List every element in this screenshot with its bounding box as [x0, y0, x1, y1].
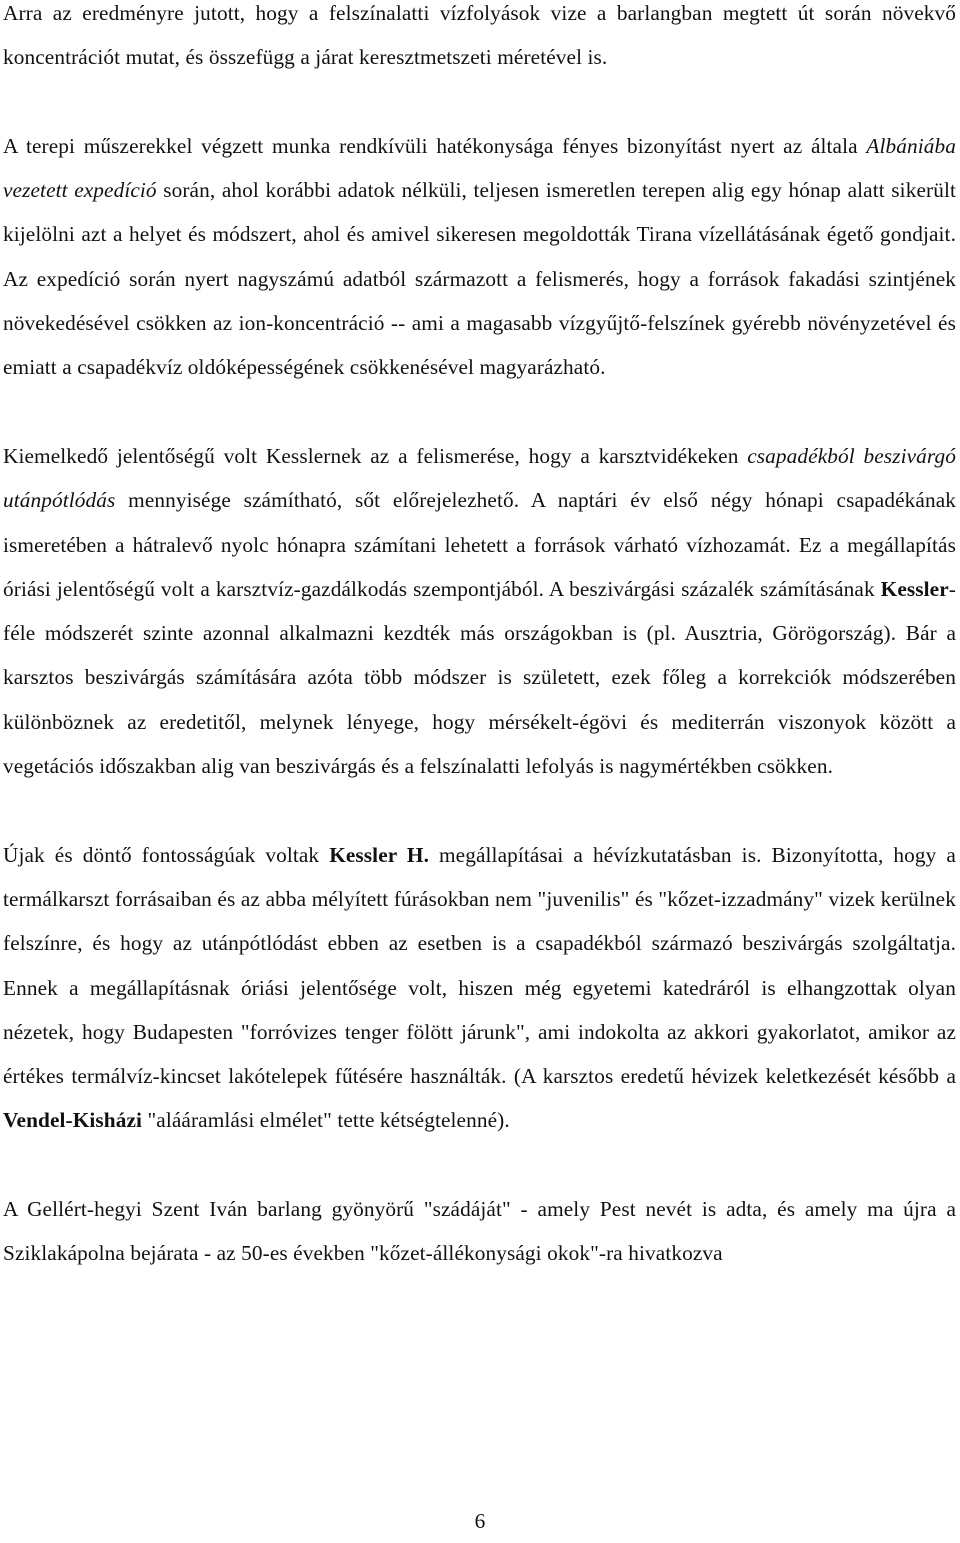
- paragraph-concentration: [3, 0, 956, 80]
- paragraph-gellert-hill-cave: [3, 1187, 956, 1276]
- paragraph-infiltration-calculation: [3, 434, 956, 788]
- italic-recharge-term: csapadékból beszivárgó utánpótlódás: [3, 443, 956, 513]
- page-number: 6: [474, 1509, 486, 1533]
- bold-name-vendel-kishazi: Vendel-Kisházi: [3, 1108, 143, 1133]
- text-segment: Újak és döntő fontosságúak voltak: [3, 842, 330, 867]
- text-segment: során, ahol korábbi adatok nélküli, teljesen ismeretlen terepen alig egy hónap alatt sikerült kijelölni azt a helyet és módszert, ahol és amivel sikeresen megoldották Tirana vízellátásának égető gondjait. Az expedíció során nyert nagyszámú adatból származott a felismerés, hogy a források fakadási szintjének növekedésével csökken az ion-koncentráció -- ami a magasabb vízgyűjtő-felszínek gyérebb növényzetével és emiatt a csapadékvíz oldóképességének csökkenésével magyarázható.: [3, 178, 956, 380]
- text-segment: -féle módszerét szinte azonnal alkalmazni kezdték más országokban is (pl. Ausztria, Görögország). Bár a karsztos beszivárgás számítására azóta több módszer is született, ezek főleg a korrekciók módszerében különböznek az eredetitől, melynek lényege, hogy mérsékelt-égövi és mediterrán viszonyok között a vegetációs időszakban alig van beszivárgás és a felszínalatti lefolyás is nagymértékben csökken.: [3, 576, 956, 779]
- bold-name-kessler-h: Kessler H.: [329, 842, 430, 867]
- text-segment: mennyisége számítható, sőt előrejelezhető. A naptári év első négy hónapi csapadékának ismeretében a hátralevő nyolc hónapra számítani lehetett a források várható vízhozamát. Ez a megállapítás óriási jelentőségű volt a karsztvíz-gazdálkodás szempontjából. A beszivárgási százalék számításának: [3, 488, 956, 601]
- text-segment: "alááramlási elmélet" tette kétségtelenné).: [142, 1108, 510, 1133]
- text-segment: A terepi műszerekkel végzett munka rendkívüli hatékonysága fényes bizonyítást nyert az általa: [3, 133, 867, 158]
- bold-name-kessler: Kessler: [880, 576, 949, 601]
- text-segment: Kiemelkedő jelentőségű volt Kesslernek az a felismerése, hogy a karsztvidékeken: [3, 443, 748, 468]
- paragraph-albania-expedition: [3, 124, 956, 390]
- text-segment: A Gellért-hegyi Szent Iván barlang gyönyörű "szádáját" - amely Pest nevét is adta, és amely ma újra a Sziklakápolna bejárata - az 50-es években "kőzet-állékonysági okok"-ra hivatkozva: [3, 1197, 956, 1266]
- italic-expedition-term: Albániába vezetett expedíció: [3, 133, 956, 203]
- document-body: [3, 0, 956, 1276]
- text-segment: megállapításai a hévízkutatásban is. Bizonyította, hogy a termálkarszt forrásaiban és az abba mélyített fúrásokban nem "juvenilis" és "kőzet-izzadmány" vizek kerülnek felszínre, és hogy az utánpótlódást ebben az esetben is a csapadékból származó beszivárgás szolgáltatja. Ennek a megállapításnak óriási jelentősége volt, hiszen még egyetemi katedráról is elhangzottak olyan nézetek, hogy Budapesten "forróvizes tenger fölött járunk", ami indokolta az akkori gyakorlatot, amikor az értékes termálvíz-kincset lakótelepek fűtésére használták. (A karsztos eredetű hévizek keletkezését később a: [3, 842, 956, 1089]
- paragraph-thermal-water-research: [3, 833, 956, 1143]
- text-segment: Arra az eredményre jutott, hogy a felszínalatti vízfolyások vize a barlangban megtett út során növekvő koncentrációt mutat, és összefügg a járat keresztmetszeti méretével is.: [3, 1, 956, 70]
